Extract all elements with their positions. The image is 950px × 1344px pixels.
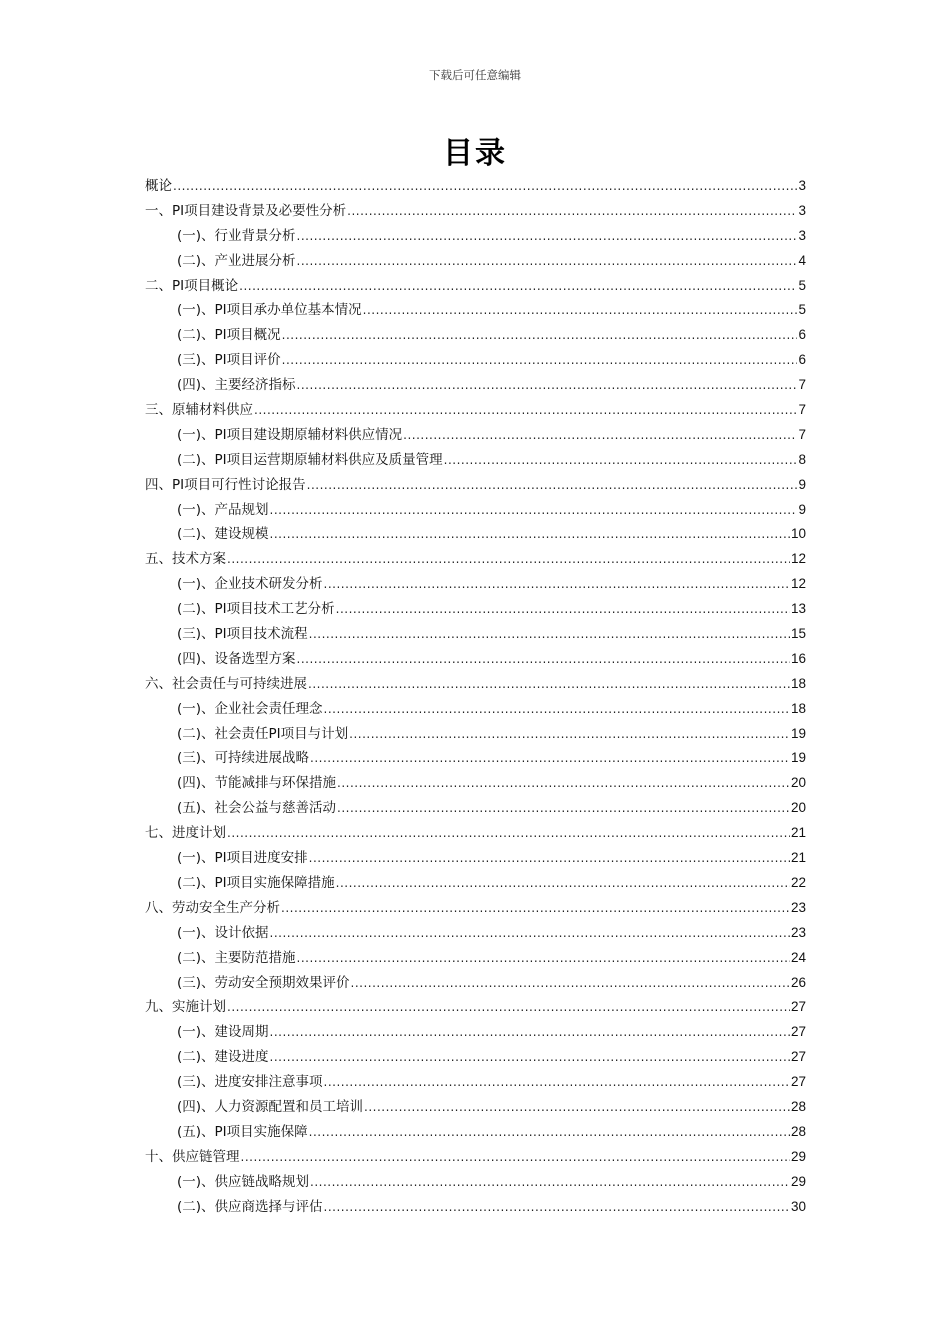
toc-entry-label: (二)、PI项目技术工艺分析 — [177, 601, 335, 618]
dot-leader — [227, 995, 790, 1020]
toc-entry-label: 二、PI项目概论 — [145, 277, 239, 294]
dot-leader — [227, 547, 790, 572]
toc-entry-page-number: 16 — [790, 650, 806, 666]
toc-entry-page-number: 28 — [790, 1098, 806, 1114]
toc-entry-label: 一、PI项目建设背景及必要性分析 — [145, 202, 347, 219]
toc-entry-page-number: 4 — [798, 252, 806, 268]
toc-entry-page-number: 7 — [798, 426, 806, 442]
toc-entry-label: (二)、供应商选择与评估 — [177, 1198, 323, 1215]
toc-entry-page-number: 27 — [790, 999, 806, 1015]
dot-leader — [270, 498, 798, 523]
toc-entry-page-number: 28 — [790, 1123, 806, 1139]
toc-entry-label: (四)、节能减排与环保措施 — [177, 775, 337, 792]
dot-leader — [336, 871, 790, 896]
toc-entry-label: (一)、企业社会责任理念 — [177, 700, 323, 717]
dot-leader — [297, 946, 790, 971]
toc-entry-page-number: 3 — [798, 227, 806, 243]
toc-entry-page-number: 27 — [790, 1049, 806, 1065]
toc-entry[interactable] — [145, 946, 806, 971]
toc-entry-page-number: 27 — [790, 1074, 806, 1090]
toc-entry[interactable] — [145, 995, 806, 1020]
toc-entry-page-number: 7 — [798, 377, 806, 393]
toc-entry-label: (三)、PI项目技术流程 — [177, 626, 308, 643]
dot-leader — [309, 846, 790, 871]
toc-entry-page-number: 18 — [790, 675, 806, 691]
toc-entry[interactable] — [145, 821, 806, 846]
toc-entry[interactable] — [145, 971, 806, 996]
dot-leader — [310, 746, 790, 771]
dot-leader — [254, 398, 797, 423]
toc-entry-page-number: 23 — [790, 924, 806, 940]
dot-leader — [324, 697, 790, 722]
dot-leader — [363, 298, 798, 323]
toc-entry[interactable] — [145, 249, 806, 274]
dot-leader — [297, 224, 798, 249]
dot-leader — [241, 1145, 790, 1170]
dot-leader — [282, 323, 798, 348]
toc-entry-page-number: 21 — [790, 825, 806, 841]
toc-entry-page-number: 3 — [798, 178, 806, 193]
toc-entry-page-number: 12 — [790, 551, 806, 567]
toc-entry-label: (一)、供应链战略规划 — [177, 1173, 310, 1190]
toc-entry-page-number: 5 — [798, 302, 806, 318]
toc-entry[interactable] — [145, 647, 806, 672]
toc-entry[interactable] — [145, 1070, 806, 1095]
toc-entry[interactable] — [145, 1095, 806, 1120]
toc-entry[interactable] — [145, 771, 806, 796]
toc-entry[interactable] — [145, 597, 806, 622]
toc-entry[interactable] — [145, 348, 806, 373]
toc-entry[interactable] — [145, 796, 806, 821]
toc-entry-page-number: 23 — [790, 899, 806, 915]
dot-leader — [297, 647, 790, 672]
toc-entry-page-number: 5 — [798, 277, 806, 293]
toc-entry-label: (一)、建设周期 — [177, 1024, 269, 1041]
toc-entry-label: (一)、产品规划 — [177, 501, 269, 518]
toc-entry-label: (三)、可持续进展战略 — [177, 750, 310, 767]
toc-entry-label: (四)、设备选型方案 — [177, 650, 296, 667]
toc-entry-label: (二)、社会责任PI项目与计划 — [177, 725, 349, 742]
toc-entry-page-number: 27 — [790, 1024, 806, 1040]
toc-entry[interactable] — [145, 298, 806, 323]
toc-entry-label: (一)、PI项目建设期原辅材料供应情况 — [177, 426, 403, 443]
toc-entry-page-number: 13 — [790, 601, 806, 617]
toc-entry-label: (一)、企业技术研发分析 — [177, 576, 323, 593]
dot-leader — [297, 249, 798, 274]
toc-entry[interactable] — [145, 199, 806, 224]
toc-entry-page-number: 12 — [790, 576, 806, 592]
dot-leader — [324, 572, 790, 597]
toc-entry-page-number: 29 — [790, 1173, 806, 1189]
toc-entry[interactable] — [145, 473, 806, 498]
toc-title: 目录 — [443, 136, 507, 171]
toc-entry-label: 八、劳动安全生产分析 — [145, 899, 280, 916]
dot-leader — [270, 1020, 790, 1045]
toc-entry[interactable] — [145, 1120, 806, 1145]
dot-leader — [364, 1095, 790, 1120]
toc-entry-label: (二)、PI项目运营期原辅材料供应及质量管理 — [177, 451, 443, 468]
toc-entry[interactable] — [145, 498, 806, 523]
toc-entry-page-number: 30 — [790, 1198, 806, 1214]
toc-entry-page-number: 18 — [790, 700, 806, 716]
toc-entry-page-number: 6 — [798, 352, 806, 368]
toc-entry[interactable] — [145, 398, 806, 423]
toc-entry[interactable] — [145, 274, 806, 299]
dot-leader — [349, 722, 790, 747]
toc-entry-label: 七、进度计划 — [145, 825, 226, 842]
toc-entry-label: 三、原辅材料供应 — [145, 402, 253, 419]
toc-entry-label: (一)、PI项目承办单位基本情况 — [177, 302, 362, 319]
toc-entry[interactable] — [145, 448, 806, 473]
toc-entry[interactable] — [145, 174, 806, 199]
toc-entry-page-number: 8 — [798, 451, 806, 467]
toc-entry-label: (五)、PI项目实施保障 — [177, 1123, 308, 1140]
toc-entry-page-number: 22 — [790, 874, 806, 890]
toc-entry-page-number: 20 — [790, 775, 806, 791]
toc-entry[interactable] — [145, 921, 806, 946]
toc-entry[interactable] — [145, 1045, 806, 1070]
dot-leader — [227, 821, 790, 846]
toc-entry[interactable] — [145, 522, 806, 547]
toc-entry-label: (二)、产业进展分析 — [177, 252, 296, 269]
toc-entry-label: (三)、PI项目评价 — [177, 352, 281, 369]
toc-entry[interactable] — [145, 672, 806, 697]
dot-leader — [324, 1070, 790, 1095]
toc-entry[interactable] — [145, 871, 806, 896]
toc-entry-label: 概论 — [145, 178, 172, 194]
toc-entry[interactable] — [145, 323, 806, 348]
toc-entry-label: 四、PI项目可行性讨论报告 — [145, 476, 306, 493]
toc-entry-label: 十、供应链管理 — [145, 1148, 240, 1165]
dot-leader — [309, 622, 790, 647]
toc-entry[interactable] — [145, 746, 806, 771]
toc-entry-label: (一)、行业背景分析 — [177, 227, 296, 244]
toc-entry[interactable] — [145, 697, 806, 722]
dot-leader — [308, 672, 790, 697]
dot-leader — [282, 348, 798, 373]
toc-entry-page-number: 26 — [790, 974, 806, 990]
toc-entry-page-number: 24 — [790, 949, 806, 965]
toc-entry-label: (三)、进度安排注意事项 — [177, 1074, 323, 1091]
page-header: 下载后可任意编辑 — [429, 68, 521, 82]
toc-entry-label: (四)、主要经济指标 — [177, 377, 296, 394]
dot-leader — [337, 796, 790, 821]
dot-leader — [347, 199, 797, 224]
toc-entry-label: (五)、社会公益与慈善活动 — [177, 800, 337, 817]
toc-entry-page-number: 20 — [790, 800, 806, 816]
toc-entry-page-number: 15 — [790, 626, 806, 642]
dot-leader — [337, 771, 790, 796]
toc-entry-label: (一)、设计依据 — [177, 924, 269, 941]
toc-entry-label: (四)、人力资源配置和员工培训 — [177, 1098, 364, 1115]
toc-entry[interactable] — [145, 896, 806, 921]
toc-entry[interactable] — [145, 423, 806, 448]
toc-entry[interactable] — [145, 1145, 806, 1170]
dot-leader — [336, 597, 790, 622]
table-of-contents — [145, 174, 806, 1219]
dot-leader — [351, 971, 790, 996]
dot-leader — [173, 174, 797, 199]
toc-entry-label: (二)、建设规模 — [177, 526, 269, 543]
toc-entry[interactable] — [145, 224, 806, 249]
toc-entry-page-number: 6 — [798, 327, 806, 343]
toc-entry-label: (二)、建设进度 — [177, 1049, 269, 1066]
toc-entry-label: 五、技术方案 — [145, 551, 226, 568]
toc-entry-page-number: 3 — [798, 202, 806, 218]
toc-entry-label: (一)、PI项目进度安排 — [177, 850, 308, 867]
toc-entry-page-number: 9 — [798, 476, 806, 492]
dot-leader — [309, 1120, 790, 1145]
dot-leader — [270, 921, 790, 946]
dot-leader — [444, 448, 798, 473]
dot-leader — [281, 896, 790, 921]
toc-entry[interactable] — [145, 1170, 806, 1195]
dot-leader — [324, 1195, 790, 1220]
dot-leader — [403, 423, 797, 448]
toc-entry-label: (二)、PI项目概况 — [177, 327, 281, 344]
toc-entry[interactable] — [145, 572, 806, 597]
dot-leader — [307, 473, 798, 498]
dot-leader — [310, 1170, 790, 1195]
toc-entry-label: (三)、劳动安全预期效果评价 — [177, 974, 350, 991]
toc-entry[interactable] — [145, 722, 806, 747]
toc-entry-label: 六、社会责任与可持续进展 — [145, 675, 307, 692]
dot-leader — [270, 522, 790, 547]
dot-leader — [239, 274, 797, 299]
toc-entry-label: 九、实施计划 — [145, 999, 226, 1016]
toc-entry[interactable] — [145, 1195, 806, 1220]
toc-entry-page-number: 7 — [798, 402, 806, 418]
toc-entry-page-number: 19 — [790, 725, 806, 741]
toc-entry-page-number: 10 — [790, 526, 806, 542]
toc-entry-label: (二)、PI项目实施保障措施 — [177, 874, 335, 891]
toc-entry-page-number: 29 — [790, 1148, 806, 1164]
toc-entry-page-number: 19 — [790, 750, 806, 766]
toc-entry-page-number: 21 — [790, 850, 806, 866]
dot-leader — [297, 373, 798, 398]
toc-entry[interactable] — [145, 622, 806, 647]
toc-entry[interactable] — [145, 373, 806, 398]
toc-entry[interactable] — [145, 547, 806, 572]
toc-entry[interactable] — [145, 1020, 806, 1045]
toc-entry-label: (二)、主要防范措施 — [177, 949, 296, 966]
toc-entry[interactable] — [145, 846, 806, 871]
toc-entry-page-number: 9 — [798, 501, 806, 517]
dot-leader — [270, 1045, 790, 1070]
